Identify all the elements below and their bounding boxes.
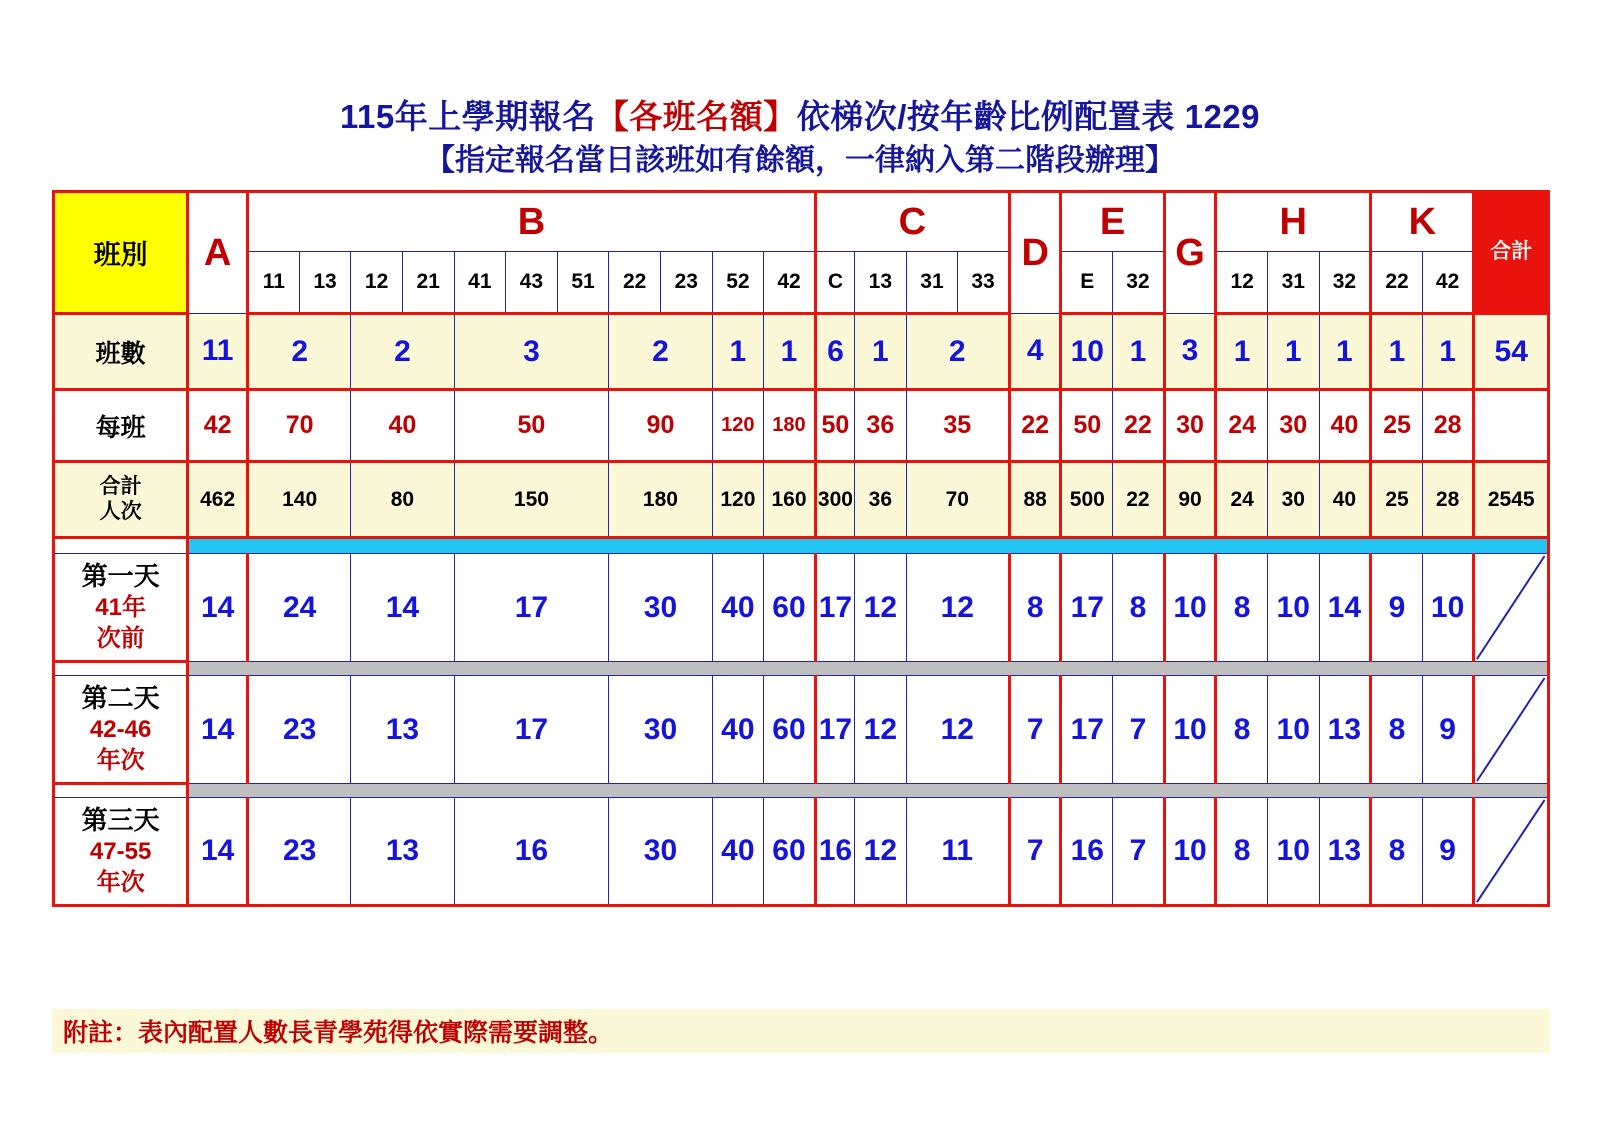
cell-class-count-k1: 1 <box>1371 314 1423 390</box>
cell-day3-total-blank <box>1474 798 1549 906</box>
header-group-d: D <box>1009 192 1061 314</box>
cell-day3-k2: 9 <box>1422 798 1474 906</box>
cell-day1-h3: 14 <box>1319 554 1371 662</box>
cell-per-class-d: 22 <box>1009 390 1061 462</box>
header-code-k-22: 22 <box>1371 252 1423 314</box>
day2-label-line2: 42-46 <box>89 715 152 743</box>
cell-sum-b2: 80 <box>351 462 454 538</box>
cell-day3-b4: 30 <box>609 798 712 906</box>
cell-class-count-h1: 1 <box>1216 314 1268 390</box>
cell-day1-total-blank <box>1474 554 1549 662</box>
header-code-b-43: 43 <box>506 252 558 314</box>
cell-day3-h1: 8 <box>1216 798 1268 906</box>
cell-per-class-e2: 22 <box>1113 390 1165 462</box>
cell-day1-e1: 17 <box>1061 554 1113 662</box>
day3-label-line1: 第三天 <box>81 804 160 835</box>
day3-label-line3: 年次 <box>96 868 145 896</box>
header-class-label: 班別 <box>54 192 188 314</box>
cell-day2-total-blank <box>1474 676 1549 784</box>
cell-per-class-k2: 28 <box>1422 390 1474 462</box>
cell-sum-e1: 500 <box>1061 462 1113 538</box>
cell-sum-b4: 180 <box>609 462 712 538</box>
day2-label-line1: 第二天 <box>81 682 160 713</box>
cell-per-class-e1: 50 <box>1061 390 1113 462</box>
cell-per-class-c3: 35 <box>906 390 1009 462</box>
gray-separator-band-2 <box>188 784 1549 798</box>
header-group-c: C <box>815 192 1009 252</box>
title-part-before: 115年上學期報名 <box>340 98 596 135</box>
row-label-class-count: 班數 <box>54 314 188 390</box>
header-code-b-21: 21 <box>402 252 454 314</box>
cell-day1-b3: 17 <box>454 554 609 662</box>
header-code-c-c: C <box>815 252 854 314</box>
cell-day2-c2: 12 <box>855 676 907 784</box>
cell-sum-k1: 25 <box>1371 462 1423 538</box>
cell-sum-e2: 22 <box>1113 462 1165 538</box>
footer-note-text: 附註：表內配置人數長青學苑得依實際需要調整。 <box>63 1019 614 1047</box>
cell-day2-e1: 17 <box>1061 676 1113 784</box>
day3-label-line2: 47-55 <box>89 837 152 865</box>
cell-day1-g: 10 <box>1164 554 1216 662</box>
day1-label-line1: 第一天 <box>81 560 160 591</box>
cell-per-class-total <box>1474 390 1549 462</box>
gray-separator-row-2 <box>54 784 1549 798</box>
cell-day3-h3: 13 <box>1319 798 1371 906</box>
cyan-sep-label-pad <box>54 538 188 554</box>
cell-class-count-k2: 1 <box>1422 314 1474 390</box>
header-group-g: G <box>1164 192 1216 314</box>
cell-per-class-h3: 40 <box>1319 390 1371 462</box>
header-group-e: E <box>1061 192 1164 252</box>
cell-day1-b2: 14 <box>351 554 454 662</box>
cell-day3-g: 10 <box>1164 798 1216 906</box>
cell-sum-h3: 40 <box>1319 462 1371 538</box>
cell-day1-k1: 9 <box>1371 554 1423 662</box>
cell-class-count-h3: 1 <box>1319 314 1371 390</box>
cell-day1-c3: 12 <box>906 554 1009 662</box>
cell-class-count-b4: 2 <box>609 314 712 390</box>
header-code-e-32: 32 <box>1113 252 1165 314</box>
header-code-b-12: 12 <box>351 252 403 314</box>
gray-sep1-label-pad <box>54 662 188 676</box>
cell-per-class-b5: 120 <box>712 390 764 462</box>
cell-day1-h2: 10 <box>1267 554 1319 662</box>
header-code-b-41: 41 <box>454 252 506 314</box>
header-code-b-42: 42 <box>764 252 816 314</box>
cell-per-class-h1: 24 <box>1216 390 1268 462</box>
cell-per-class-b2: 40 <box>351 390 454 462</box>
footer-note <box>52 1009 1550 1053</box>
page-title-line1 <box>0 96 1600 137</box>
header-code-c-31: 31 <box>906 252 958 314</box>
row-label-sum-people <box>54 462 188 538</box>
cell-day2-b4: 30 <box>609 676 712 784</box>
header-code-e-e: E <box>1061 252 1113 314</box>
cell-day3-e1: 16 <box>1061 798 1113 906</box>
cell-sum-b6: 160 <box>764 462 816 538</box>
header-group-h: H <box>1216 192 1371 252</box>
cell-sum-b5: 120 <box>712 462 764 538</box>
diagonal-slash-icon <box>1475 554 1547 661</box>
cell-day3-c1: 16 <box>815 798 854 906</box>
header-code-c-33: 33 <box>958 252 1010 314</box>
header-code-b-13: 13 <box>299 252 351 314</box>
cell-day2-b3: 17 <box>454 676 609 784</box>
cell-day1-h1: 8 <box>1216 554 1268 662</box>
cell-day2-b2: 13 <box>351 676 454 784</box>
cell-day3-b2: 13 <box>351 798 454 906</box>
cell-sum-total: 2545 <box>1474 462 1549 538</box>
cell-class-count-b6: 1 <box>764 314 816 390</box>
row-day2 <box>54 676 1549 784</box>
header-code-h-31: 31 <box>1267 252 1319 314</box>
cell-day2-e2: 7 <box>1113 676 1165 784</box>
header-group-k: K <box>1371 192 1474 252</box>
row-per-class <box>54 390 1549 462</box>
cell-day2-k1: 8 <box>1371 676 1423 784</box>
cell-day3-b6: 60 <box>764 798 816 906</box>
cell-sum-c3: 70 <box>906 462 1009 538</box>
cell-day3-c3: 11 <box>906 798 1009 906</box>
cell-day3-c2: 12 <box>855 798 907 906</box>
cell-sum-c2: 36 <box>855 462 907 538</box>
header-code-c-13: 13 <box>855 252 907 314</box>
cell-sum-g: 90 <box>1164 462 1216 538</box>
cell-per-class-h2: 30 <box>1267 390 1319 462</box>
cell-sum-d: 88 <box>1009 462 1061 538</box>
diagonal-slash-icon <box>1475 798 1547 904</box>
cell-class-count-g: 3 <box>1164 314 1216 390</box>
cell-day2-d: 7 <box>1009 676 1061 784</box>
cell-day2-h1: 8 <box>1216 676 1268 784</box>
day1-label-line2: 41年 <box>95 593 146 621</box>
cell-day2-b5: 40 <box>712 676 764 784</box>
header-code-row <box>54 252 1549 314</box>
cell-sum-c1: 300 <box>815 462 854 538</box>
cell-day3-d: 7 <box>1009 798 1061 906</box>
allocation-table-wrap <box>52 190 1550 907</box>
header-code-h-12: 12 <box>1216 252 1268 314</box>
header-code-b-11: 11 <box>248 252 300 314</box>
cell-class-count-c3: 2 <box>906 314 1009 390</box>
cell-day3-b5: 40 <box>712 798 764 906</box>
cell-class-count-b1: 2 <box>248 314 351 390</box>
cell-day3-h2: 10 <box>1267 798 1319 906</box>
cell-per-class-b1: 70 <box>248 390 351 462</box>
cell-sum-h2: 30 <box>1267 462 1319 538</box>
cell-day1-k2: 10 <box>1422 554 1474 662</box>
day1-label-line3: 次前 <box>96 624 145 652</box>
cell-day1-b5: 40 <box>712 554 764 662</box>
header-code-b-51: 51 <box>557 252 609 314</box>
cyan-separator-band <box>188 538 1549 554</box>
cell-day2-h3: 13 <box>1319 676 1371 784</box>
cell-day1-b1: 24 <box>248 554 351 662</box>
cell-per-class-b6: 180 <box>764 390 816 462</box>
cell-class-count-e1: 10 <box>1061 314 1113 390</box>
cell-day2-g: 10 <box>1164 676 1216 784</box>
gray-separator-band-1 <box>188 662 1549 676</box>
cell-day1-e2: 8 <box>1113 554 1165 662</box>
cell-per-class-c2: 36 <box>855 390 907 462</box>
cell-day3-b1: 23 <box>248 798 351 906</box>
header-code-h-32: 32 <box>1319 252 1371 314</box>
cell-sum-a: 462 <box>188 462 248 538</box>
cell-per-class-k1: 25 <box>1371 390 1423 462</box>
header-total-label <box>1474 192 1549 314</box>
gray-sep2-label-pad <box>54 784 188 798</box>
cell-day1-d: 8 <box>1009 554 1061 662</box>
header-group-b: B <box>248 192 816 252</box>
cell-day3-k1: 8 <box>1371 798 1423 906</box>
cell-day1-c2: 12 <box>855 554 907 662</box>
row-label-day3 <box>54 798 188 906</box>
row-label-per-class: 每班 <box>54 390 188 462</box>
cell-class-count-d: 4 <box>1009 314 1061 390</box>
cell-day1-b4: 30 <box>609 554 712 662</box>
cell-per-class-b4: 90 <box>609 390 712 462</box>
cell-sum-k2: 28 <box>1422 462 1474 538</box>
title-part-highlight: 【各班名額】 <box>595 98 797 135</box>
page-title-line2: 【指定報名當日該班如有餘額，一律納入第二階段辦理】 <box>425 144 1175 178</box>
header-code-k-42: 42 <box>1422 252 1474 314</box>
cell-day2-b1: 23 <box>248 676 351 784</box>
title-block <box>0 0 1600 180</box>
cell-class-count-c2: 1 <box>855 314 907 390</box>
cell-day2-b6: 60 <box>764 676 816 784</box>
header-group-a: A <box>188 192 248 314</box>
cell-class-count-e2: 1 <box>1113 314 1165 390</box>
header-group-row <box>54 192 1549 252</box>
diagonal-slash-icon <box>1475 676 1547 783</box>
cell-day3-b3: 16 <box>454 798 609 906</box>
cell-sum-b1: 140 <box>248 462 351 538</box>
header-code-b-23: 23 <box>660 252 712 314</box>
cell-class-count-c1: 6 <box>815 314 854 390</box>
cell-day3-a: 14 <box>188 798 248 906</box>
cell-class-count-b2: 2 <box>351 314 454 390</box>
header-total-text: 合計 <box>1490 240 1533 264</box>
cell-per-class-g: 30 <box>1164 390 1216 462</box>
cell-class-count-b3: 3 <box>454 314 609 390</box>
row-label-day2 <box>54 676 188 784</box>
title-part-after: 依梯次/按年齡比例配置表 1229 <box>796 98 1260 135</box>
row-label-sum-line1: 合計 <box>99 475 142 499</box>
row-label-sum-line2: 人次 <box>99 499 142 523</box>
cell-per-class-b3: 50 <box>454 390 609 462</box>
cell-class-count-a: 11 <box>188 314 248 390</box>
header-code-b-22: 22 <box>609 252 661 314</box>
cyan-separator-row <box>54 538 1549 554</box>
row-sum-people <box>54 462 1549 538</box>
cell-sum-b3: 150 <box>454 462 609 538</box>
cell-class-count-h2: 1 <box>1267 314 1319 390</box>
cell-sum-h1: 24 <box>1216 462 1268 538</box>
day2-label-line3: 年次 <box>96 746 145 774</box>
cell-day2-c1: 17 <box>815 676 854 784</box>
gray-separator-row-1 <box>54 662 1549 676</box>
cell-day1-b6: 60 <box>764 554 816 662</box>
allocation-table <box>52 190 1550 907</box>
row-label-day1 <box>54 554 188 662</box>
cell-per-class-a: 42 <box>188 390 248 462</box>
cell-day2-c3: 12 <box>906 676 1009 784</box>
row-class-count <box>54 314 1549 390</box>
cell-day1-a: 14 <box>188 554 248 662</box>
cell-day2-k2: 9 <box>1422 676 1474 784</box>
cell-per-class-c1: 50 <box>815 390 854 462</box>
row-day3 <box>54 798 1549 906</box>
cell-day3-e2: 7 <box>1113 798 1165 906</box>
cell-class-count-total: 54 <box>1474 314 1549 390</box>
header-code-b-52: 52 <box>712 252 764 314</box>
cell-day1-c1: 17 <box>815 554 854 662</box>
cell-class-count-b5: 1 <box>712 314 764 390</box>
cell-day2-a: 14 <box>188 676 248 784</box>
cell-day2-h2: 10 <box>1267 676 1319 784</box>
row-day1 <box>54 554 1549 662</box>
